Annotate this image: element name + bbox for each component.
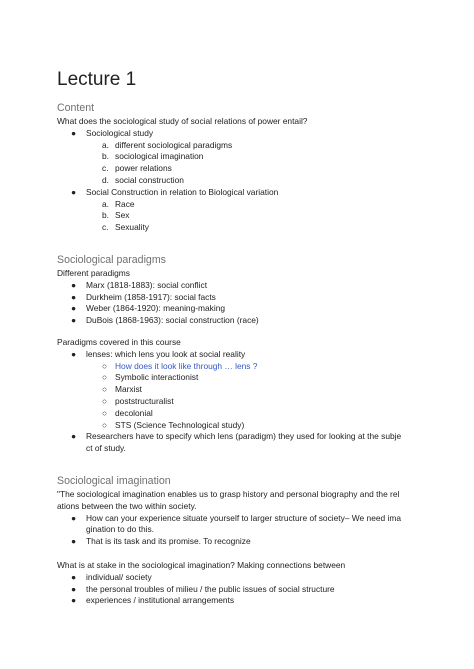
bullet-icon: ●	[71, 279, 77, 290]
list-item	[57, 349, 417, 361]
list-item-text: gination to do this.	[86, 524, 154, 535]
course-paradigms	[57, 337, 417, 455]
list-item	[57, 187, 417, 199]
list-item-text: experiences / institutional arrangements	[86, 595, 235, 606]
list-item	[57, 595, 417, 607]
list-item-text: Researchers have to specify which lens (paradigm) they used for looking at the subje	[86, 431, 402, 442]
bullet-icon: ●	[71, 583, 77, 594]
list-item	[57, 292, 417, 304]
bullet-icon: ●	[71, 186, 77, 197]
imagination-section	[57, 489, 417, 548]
bullet-icon: ●	[71, 291, 77, 302]
stakes-question: What is at stake in the sociological imagination? Making connections between	[57, 560, 346, 570]
section-heading-imagination: Sociological imagination	[57, 475, 171, 487]
sub-list-item-text: Marxist	[115, 384, 142, 395]
sub-list-item	[57, 140, 417, 152]
content-question: What does the sociological study of social relations of power entail?	[57, 116, 308, 126]
sub-list-item	[57, 372, 417, 384]
list-marker: c.	[102, 163, 109, 174]
circle-bullet-icon: ○	[102, 407, 108, 418]
list-item	[57, 584, 417, 596]
list-item-text: Durkheim (1858-1917): social facts	[86, 291, 216, 302]
section-heading-content: Content	[57, 102, 95, 114]
lens-question-link[interactable]: How does it look like through … lens ?	[115, 360, 258, 371]
list-item-text: How can your experience situate yourself to larger structure of society– We need ima	[86, 512, 401, 523]
list-marker: a.	[102, 198, 109, 209]
sub-list-item	[57, 151, 417, 163]
sub-list-item-text: social construction	[115, 174, 184, 185]
circle-bullet-icon: ○	[102, 360, 108, 371]
sub-list-item-text: Sex	[115, 210, 130, 221]
bullet-icon: ●	[71, 431, 77, 442]
list-marker: a.	[102, 139, 109, 150]
sub-list-item	[57, 396, 417, 408]
page-title: Lecture 1	[57, 69, 137, 90]
list-item-text: Weber (1864-1920): meaning-making	[86, 303, 226, 314]
sub-list-item	[57, 408, 417, 420]
content-section	[57, 116, 417, 234]
sub-list-item-text: STS (Science Technological study)	[115, 419, 245, 430]
circle-bullet-icon: ○	[102, 419, 108, 430]
list-marker: d.	[102, 174, 109, 185]
list-item-text: individual/ society	[86, 571, 152, 582]
bullet-icon: ●	[71, 348, 77, 359]
list-item-text: DuBois (1868-1963): social construction (race)	[86, 315, 259, 326]
list-item	[57, 303, 417, 315]
imagination-quote-continuation: ations between the two within society.	[57, 500, 197, 511]
list-item-text: ct of study.	[86, 443, 126, 454]
bullet-icon: ●	[71, 512, 77, 523]
list-marker: c.	[102, 222, 109, 233]
list-item-continuation	[57, 524, 417, 536]
sub-list-item-text: sociological imagination	[115, 151, 204, 162]
list-item-text: Marx (1818-1883): social conflict	[86, 279, 208, 290]
list-item-continuation	[57, 443, 417, 455]
bullet-icon: ●	[71, 536, 77, 547]
sub-list-item	[57, 199, 417, 211]
paradigms-intro: Different paradigms	[57, 268, 130, 278]
circle-bullet-icon: ○	[102, 384, 108, 395]
list-item-text: Sociological study	[86, 127, 154, 138]
sub-list-item-text: Symbolic interactionist	[115, 372, 199, 383]
circle-bullet-icon: ○	[102, 395, 108, 406]
bullet-icon: ●	[71, 303, 77, 314]
list-marker: b.	[102, 151, 109, 162]
circle-bullet-icon: ○	[102, 372, 108, 383]
sub-list-item-text: Sexuality	[115, 222, 149, 233]
sub-list-item-text: different sociological paradigms	[115, 139, 233, 150]
sub-list-item	[57, 420, 417, 432]
list-item	[57, 128, 417, 140]
list-item	[57, 572, 417, 584]
sub-list-item-text: Race	[115, 198, 135, 209]
imagination-stakes	[57, 560, 417, 607]
bullet-icon: ●	[71, 127, 77, 138]
sub-list-item-text: power relations	[115, 163, 172, 174]
bullet-icon: ●	[71, 315, 77, 326]
list-item	[57, 513, 417, 525]
sub-list-item	[57, 361, 417, 373]
course-paradigms-intro: Paradigms covered in this course	[57, 337, 181, 347]
list-item-text: lenses: which lens you look at social reality	[86, 348, 246, 359]
sub-list-item	[57, 163, 417, 175]
bullet-icon: ●	[71, 595, 77, 606]
sub-list-item	[57, 175, 417, 187]
sub-list-item	[57, 384, 417, 396]
paradigms-section	[57, 268, 417, 327]
imagination-quote: "The sociological imagination enables us to grasp history and personal biography and the rel	[57, 489, 400, 499]
list-item-text: That is its task and its promise. To recognize	[86, 536, 251, 547]
sub-list-item	[57, 210, 417, 222]
list-item	[57, 280, 417, 292]
list-item-text: Social Construction in relation to Biological variation	[86, 186, 279, 197]
sub-list-item-text: poststructuralist	[115, 395, 174, 406]
list-item-text: the personal troubles of milieu / the public issues of social structure	[86, 583, 335, 594]
sub-list-item	[57, 222, 417, 234]
list-item	[57, 536, 417, 548]
list-item	[57, 315, 417, 327]
list-marker: b.	[102, 210, 109, 221]
bullet-icon: ●	[71, 571, 77, 582]
sub-list-item-text: decolonial	[115, 407, 153, 418]
section-heading-paradigms: Sociological paradigms	[57, 254, 166, 266]
list-item	[57, 431, 417, 443]
